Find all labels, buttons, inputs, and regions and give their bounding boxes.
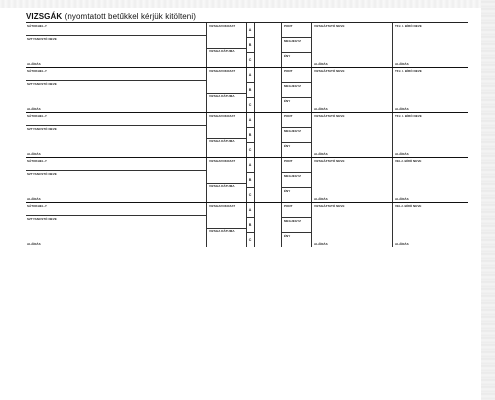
divider-vertical [281, 158, 282, 202]
exam-block [26, 112, 468, 157]
divider-horizontal [26, 35, 206, 36]
divider-vertical [206, 23, 207, 67]
label-exam-date: VIZSGA DÁTUMA [209, 229, 235, 233]
label-stamp: ÉNY [284, 234, 291, 238]
title-subtitle: (nyomtatott betűkkel kérjük kitölteni) [64, 12, 197, 21]
label-points: PONT [284, 204, 293, 208]
label-examiner-name: VIZSGÁZTATÓ NEVE [314, 159, 345, 163]
label-chair-name: TFJ. I. BÍRÓ NEVE [395, 114, 422, 118]
divider-vertical [392, 23, 393, 67]
divider-horizontal [246, 187, 254, 188]
label-chair-signature: ALÁÍRÁS [395, 152, 409, 156]
divider-vertical [281, 203, 282, 247]
label-examiner-name: VIZSGÁZTATÓ NEVE [314, 114, 345, 118]
page-title [26, 12, 196, 22]
divider-horizontal [26, 80, 206, 81]
divider-vertical [206, 203, 207, 247]
label-examiner-name-secondary: SZTYANCSTÓ NEVE [27, 37, 57, 41]
label-exam-code: SÁTOKHEL-Y [27, 114, 47, 118]
section-letter: B [248, 178, 252, 182]
section-letter: A [248, 73, 252, 77]
label-exam-code: SÁTOKHEL-Y [27, 159, 47, 163]
section-letter: B [248, 223, 252, 227]
label-result: MEGJEGYZ [284, 39, 302, 43]
label-chair-name: TFJ. I. BÍRÓ NEVE [395, 24, 422, 28]
label-examiner-name: VIZSGÁZTATÓ NEVE [314, 24, 345, 28]
scan-artifact-top [0, 0, 481, 8]
divider-horizontal [246, 217, 254, 218]
section-letter: B [248, 43, 252, 47]
divider-vertical [281, 113, 282, 157]
label-examiner-name-secondary: SZTYANCSTÓ NEVE [27, 127, 57, 131]
label-points: PONT [284, 24, 293, 28]
divider-horizontal [246, 172, 254, 173]
divider-vertical [392, 158, 393, 202]
divider-horizontal [246, 97, 254, 98]
label-examiner-signature: ALÁÍRÁS [314, 62, 328, 66]
label-signature: ALÁÍRÁS [27, 197, 41, 201]
label-stamp: ÉNY [284, 189, 291, 193]
label-examiner-name-secondary: SZTYANCSTÓ NEVE [27, 172, 57, 176]
divider-horizontal [281, 127, 311, 128]
section-letter: A [248, 208, 252, 212]
label-exam-date: VIZSGA DÁTUMA [209, 49, 235, 53]
label-exam-code: SÁTOKHEL-Y [27, 69, 47, 73]
divider-vertical [206, 68, 207, 112]
divider-vertical [311, 68, 312, 112]
label-stamp: ÉNY [284, 54, 291, 58]
label-stamp: ÉNY [284, 144, 291, 148]
divider-horizontal [26, 170, 206, 171]
label-stamp: ÉNY [284, 99, 291, 103]
divider-horizontal [281, 172, 311, 173]
label-exam-date: VIZSGA DÁTUMA [209, 184, 235, 188]
label-signature: ALÁÍRÁS [27, 107, 41, 111]
divider-vertical [206, 158, 207, 202]
section-letter: C [248, 193, 252, 197]
label-chair-signature: ALÁÍRÁS [395, 62, 409, 66]
divider-vertical [254, 23, 255, 67]
exam-blocks [26, 22, 468, 247]
divider-vertical [254, 68, 255, 112]
divider-horizontal [281, 82, 311, 83]
label-exam-task: VIZSGAFOKOZAT [209, 24, 236, 28]
label-examiner-name-secondary: SZTYANCSTÓ NEVE [27, 82, 57, 86]
label-chair-name: VELJ. BÍRÓ NEVE [395, 159, 422, 163]
label-signature: ALÁÍRÁS [27, 62, 41, 66]
divider-horizontal [281, 217, 311, 218]
section-letter: B [248, 133, 252, 137]
label-signature: ALÁÍRÁS [27, 242, 41, 246]
label-points: PONT [284, 159, 293, 163]
label-exam-task: VIZSGAFOKOZAT [209, 204, 236, 208]
label-chair-signature: ALÁÍRÁS [395, 107, 409, 111]
divider-horizontal [281, 232, 311, 233]
divider-horizontal [246, 127, 254, 128]
label-result: MEGJEGYZ [284, 84, 302, 88]
label-exam-date: VIZSGA DÁTUMA [209, 94, 235, 98]
divider-horizontal [26, 215, 206, 216]
label-examiner-name-secondary: SZTYANCSTÓ NEVE [27, 217, 57, 221]
label-exam-task: VIZSGAFOKOZAT [209, 159, 236, 163]
exam-block [26, 22, 468, 67]
divider-vertical [392, 68, 393, 112]
divider-vertical [311, 158, 312, 202]
divider-horizontal [281, 187, 311, 188]
label-exam-task: VIZSGAFOKOZAT [209, 69, 236, 73]
section-letter: C [248, 58, 252, 62]
label-exam-code: SÁTOKHEL-Y [27, 204, 47, 208]
label-examiner-signature: ALÁÍRÁS [314, 152, 328, 156]
divider-vertical [281, 68, 282, 112]
divider-horizontal [281, 37, 311, 38]
section-letter: A [248, 163, 252, 167]
divider-horizontal [281, 142, 311, 143]
label-examiner-signature: ALÁÍRÁS [314, 107, 328, 111]
divider-vertical [392, 113, 393, 157]
label-examiner-signature: ALÁÍRÁS [314, 242, 328, 246]
label-result: MEGJEGYZ [284, 219, 302, 223]
label-result: MEGJEGYZ [284, 129, 302, 133]
label-chair-name: VELJ. BÍRÓ NEVE [395, 204, 422, 208]
divider-vertical [392, 203, 393, 247]
divider-horizontal [246, 82, 254, 83]
label-chair-signature: ALÁÍRÁS [395, 197, 409, 201]
section-letter: A [248, 28, 252, 32]
label-examiner-signature: ALÁÍRÁS [314, 197, 328, 201]
scan-artifact-edge [481, 0, 495, 400]
section-letter: C [248, 103, 252, 107]
label-result: MEGJEGYZ [284, 174, 302, 178]
label-examiner-name: VIZSGÁZTATÓ NEVE [314, 204, 345, 208]
divider-vertical [254, 158, 255, 202]
divider-vertical [206, 113, 207, 157]
divider-horizontal [281, 52, 311, 53]
divider-horizontal [246, 37, 254, 38]
divider-horizontal [281, 97, 311, 98]
label-chair-signature: ALÁÍRÁS [395, 242, 409, 246]
exam-block [26, 157, 468, 202]
label-points: PONT [284, 69, 293, 73]
divider-vertical [311, 113, 312, 157]
label-exam-code: SÁTOKHEL-Y [27, 24, 47, 28]
label-chair-name: TFJ. I. BÍRÓ NEVE [395, 69, 422, 73]
section-letter: A [248, 118, 252, 122]
divider-vertical [254, 203, 255, 247]
divider-horizontal [246, 52, 254, 53]
section-letter: B [248, 88, 252, 92]
exam-block [26, 202, 468, 247]
label-signature: ALÁÍRÁS [27, 152, 41, 156]
divider-vertical [254, 113, 255, 157]
divider-vertical [311, 203, 312, 247]
label-examiner-name: VIZSGÁZTATÓ NEVE [314, 69, 345, 73]
label-points: PONT [284, 114, 293, 118]
section-letter: C [248, 238, 252, 242]
exam-block [26, 67, 468, 112]
divider-horizontal [26, 125, 206, 126]
divider-horizontal [246, 142, 254, 143]
divider-horizontal [246, 232, 254, 233]
divider-vertical [281, 23, 282, 67]
title-text: VIZSGÁK [26, 12, 63, 21]
label-exam-task: VIZSGAFOKOZAT [209, 114, 236, 118]
section-letter: C [248, 148, 252, 152]
divider-vertical [311, 23, 312, 67]
label-exam-date: VIZSGA DÁTUMA [209, 139, 235, 143]
